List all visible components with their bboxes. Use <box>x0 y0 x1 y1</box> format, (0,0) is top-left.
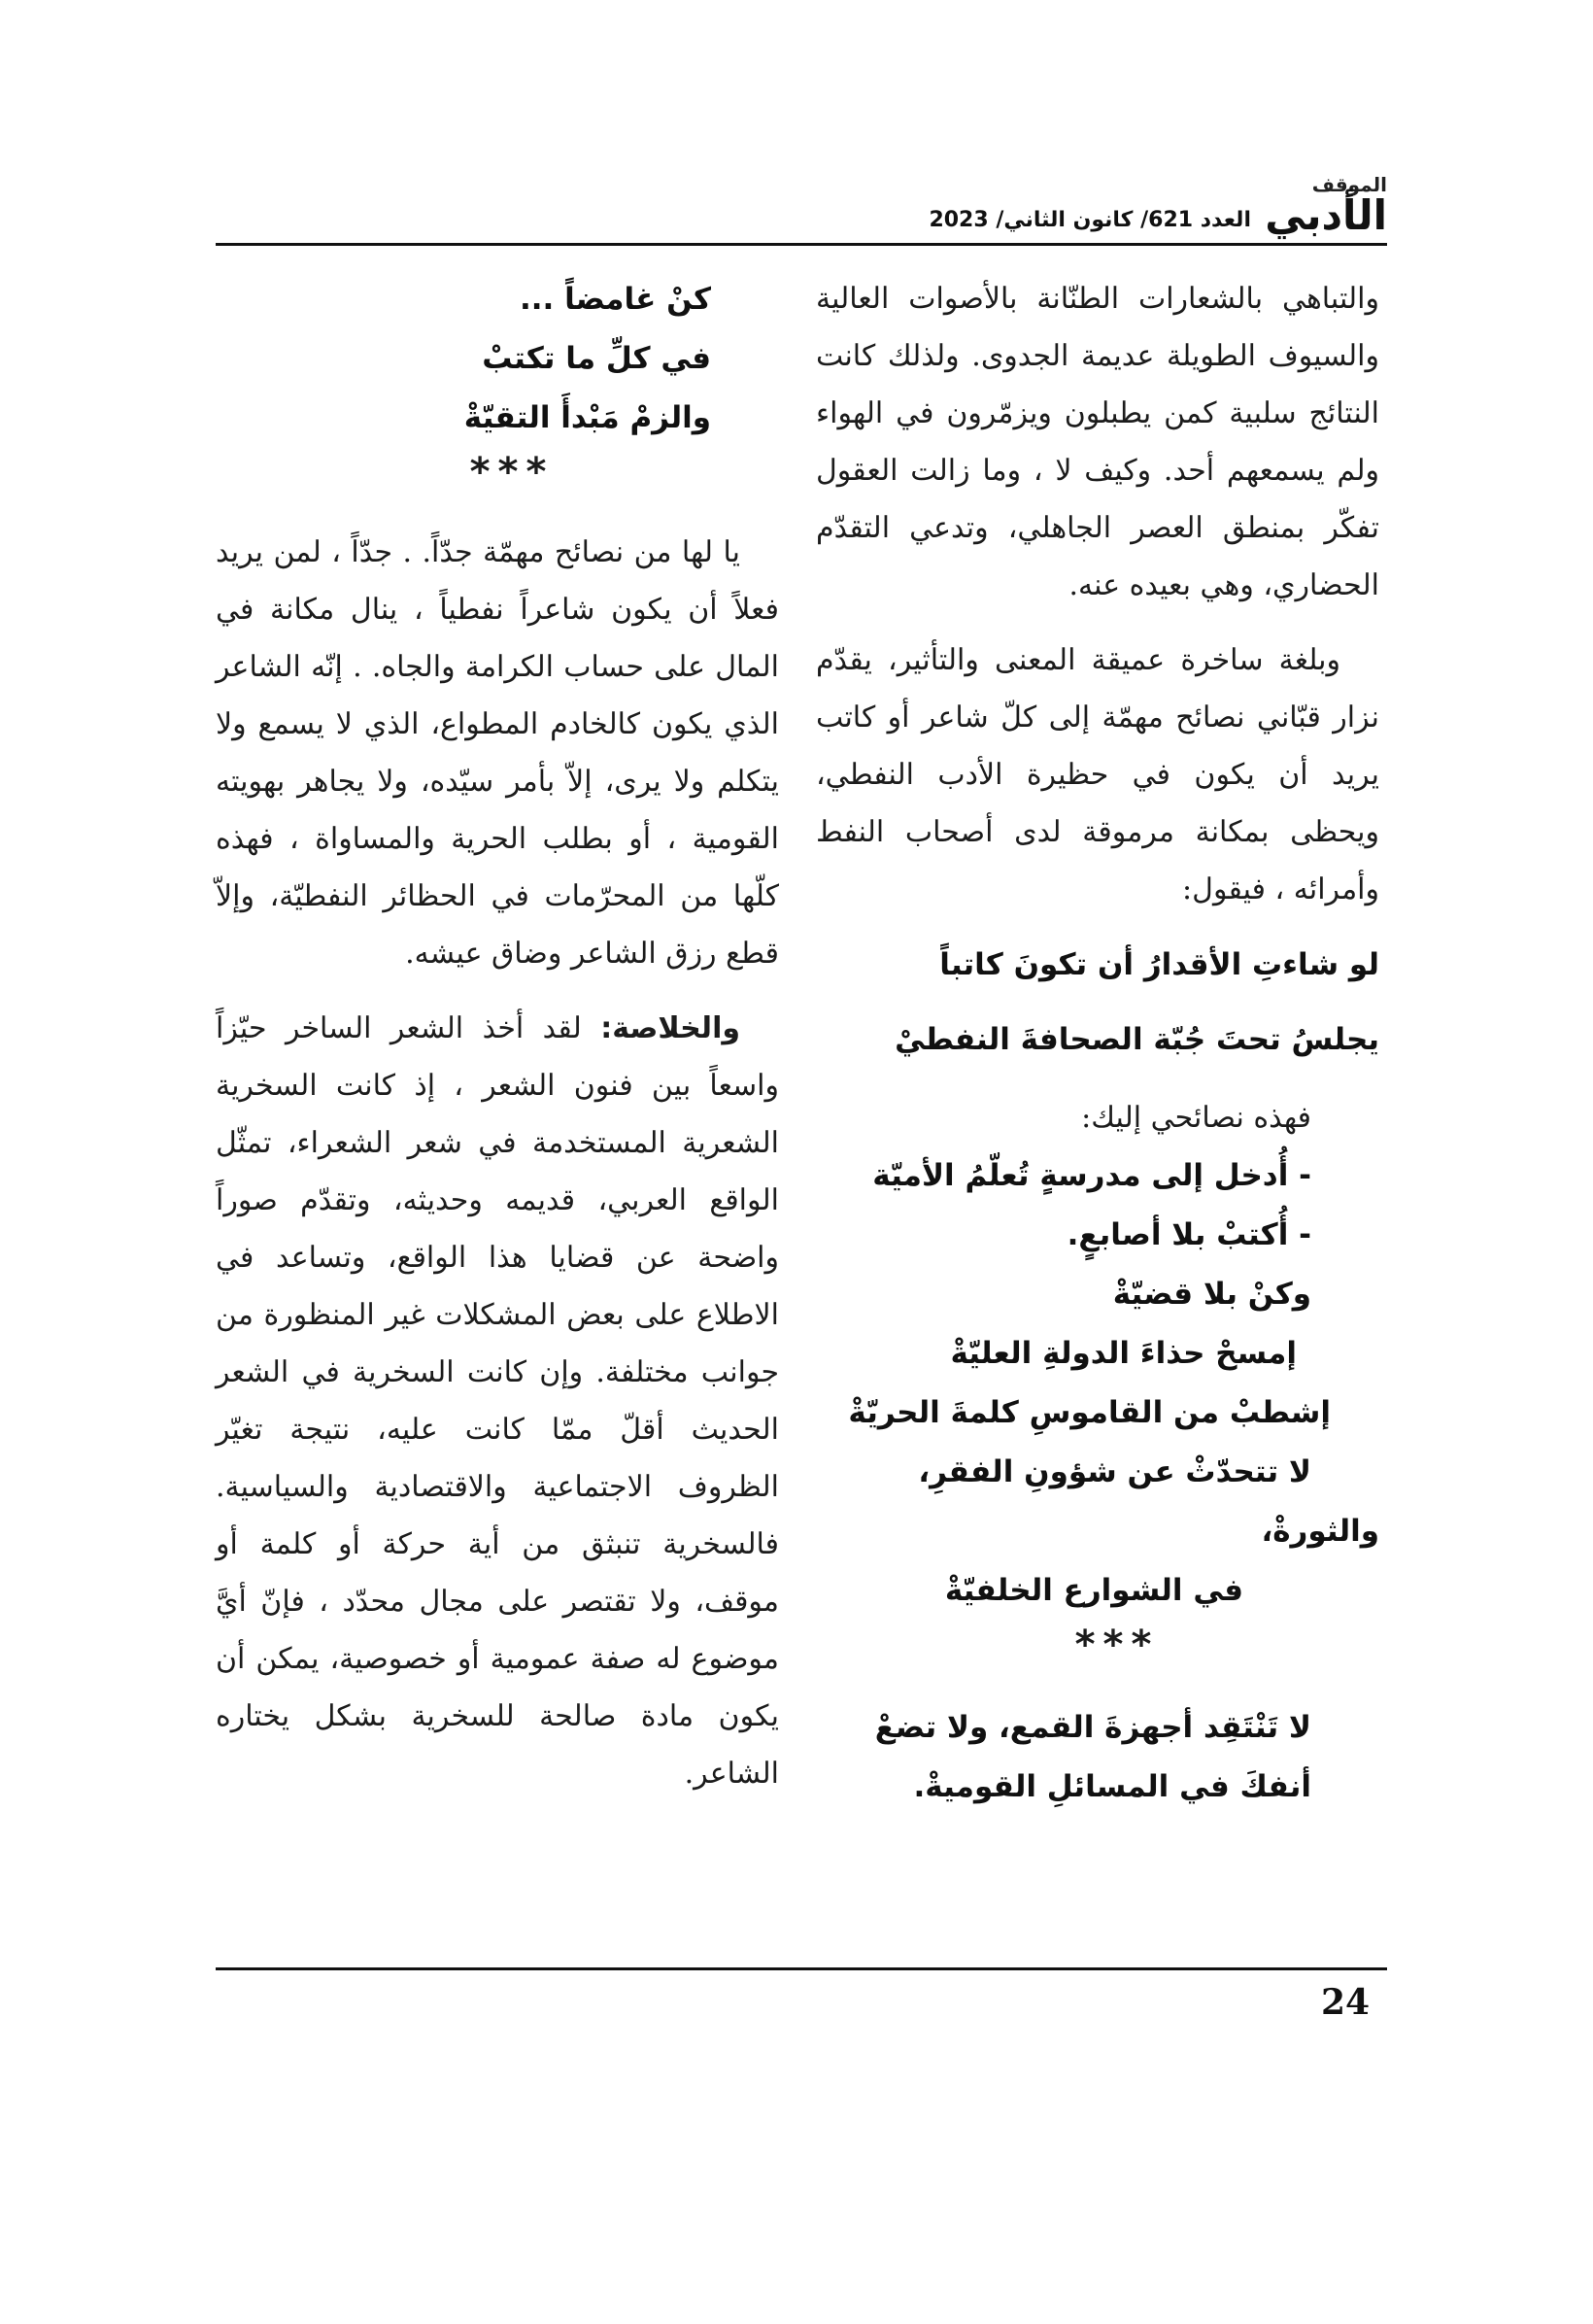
paragraph: يا لها من نصائح مهمّة جدّاً. . جدّاً ، لمن يريد فعلاً أن يكون شاعراً نفطياً ، ينال مكانة في المال على حساب الكرامة والجاه. . إنّه الشاعر الذي يكون كالخادم المطواع، الذي لا يسمع ولا يتكلم ولا يرى، إلاّ بأمر سيّده، ولا يجاهر بهويته القومية ، أو بطلب الحرية والمساواة ، فهذه كلّها من المحرّمات في الحظائر النفطيّة، وإلاّ قطع رزق الشاعر وضاق عيشه. <box>216 535 779 971</box>
poem-line: إمسحْ حذاءَ الدولةِ العليّةْ <box>950 1336 1297 1371</box>
poem-line: إشطبْ من القاموسِ كلمةَ الحريّةْ <box>848 1395 1331 1430</box>
poem-line: - أُكتبْ بلا أصابعٍ. <box>1067 1217 1311 1252</box>
section-separator: *** <box>1074 1623 1160 1667</box>
masthead-small-text: الموقف <box>1311 173 1387 196</box>
poem-line: وكنْ بلا قضيّةْ <box>1112 1277 1311 1312</box>
page-header <box>216 175 1387 243</box>
paragraph: وبلغة ساخرة عميقة المعنى والتأثير، يقدّم نزار قبّاني نصائح مهمّة إلى كلّ شاعر أو كاتب يريد أن يكون في حظيرة الأدب النفطي، ويحظى بمكانة مرموقة لدى أصحاب النفط وأمرائه ، فيقول: <box>816 643 1379 906</box>
conclusion-lead: والخلاصة: <box>600 1011 740 1045</box>
poem-line: في كلِّ ما تكتبْ <box>482 341 711 376</box>
paragraph <box>216 1000 779 1802</box>
poem-line: والثورةْ، <box>1261 1514 1379 1549</box>
masthead-title: الأدبي <box>1265 191 1387 239</box>
right-column <box>816 270 1379 1817</box>
issue-info: العدد 621/ كانون الثاني/ 2023 <box>929 208 1251 232</box>
poem-line: كنْ غامضاً ... <box>519 282 711 317</box>
paragraph: والتباهي بالشعارات الطنّانة بالأصوات العالية والسيوف الطويلة عديمة الجدوى. ولذلك كانت النتائج سلبية كمن يطبلون ويزمّرون في الهواء ولم يسمعهم أحد. وكيف لا ، وما زالت العقول تفكّر بمنطق العصر الجاهلي، وتدعي التقدّم الحضاري، وهي بعيده عنه. <box>816 282 1379 602</box>
poem-line: أنفكَ في المسائلِ القوميةْ. <box>913 1769 1311 1804</box>
page-number: 24 <box>1320 1982 1371 2023</box>
section-separator: *** <box>469 450 555 495</box>
poem-line: لا تَنْتَقِد أجهزةَ القمع، ولا تضعْ <box>874 1710 1311 1745</box>
left-column <box>216 270 779 1802</box>
footer-divider <box>216 1967 1387 1970</box>
advice-intro: فهذه نصائحي إليك: <box>1081 1101 1311 1135</box>
poem-line: لا تتحدّثْ عن شؤونِ الفقرِ، <box>918 1454 1311 1489</box>
magazine-masthead <box>1265 173 1387 239</box>
header-divider <box>216 243 1387 246</box>
conclusion-text: لقد أخذ الشعر الساخر حيّزاً واسعاً بين فنون الشعر ، إذ كانت السخرية الشعرية المستخدمة في شعر الشعراء، تمثّل الواقع العربي، قديمه وحديثه، وتقدّم صوراً واضحة عن قضايا هذا الواقع، وتساعد في الاطلاع على بعض المشكلات غير المنظورة من جوانب مختلفة. وإن كانت السخرية في الشعر الحديث أقلّ ممّا كانت عليه، نتيجة تغيّر الظروف الاجتماعية والاقتصادية والسياسية. فالسخرية تنبثق من أية حركة أو كلمة أو موقف، ولا تقتصر على مجال محدّد ، فإنّ أيَّ موضوع له صفة عمومية أو خصوصية، يمكن أن يكون مادة صالحة للسخرية بشكل يختاره الشاعر. <box>216 1011 779 1791</box>
poem-line: يجلسُ تحتَ جُبّة الصحافةَ النفطيْ <box>895 1022 1379 1057</box>
poem-line: في الشوارع الخلفيّةْ <box>944 1573 1243 1608</box>
poem-line: لو شاءتِ الأقدارُ أن تكونَ كاتباً <box>939 947 1379 982</box>
poem-line: - أُدخل إلى مدرسةٍ تُعلّمُ الأميّة <box>872 1158 1311 1193</box>
poem-line: والزمْ مَبْدأَ التقيّةْ <box>463 400 711 435</box>
